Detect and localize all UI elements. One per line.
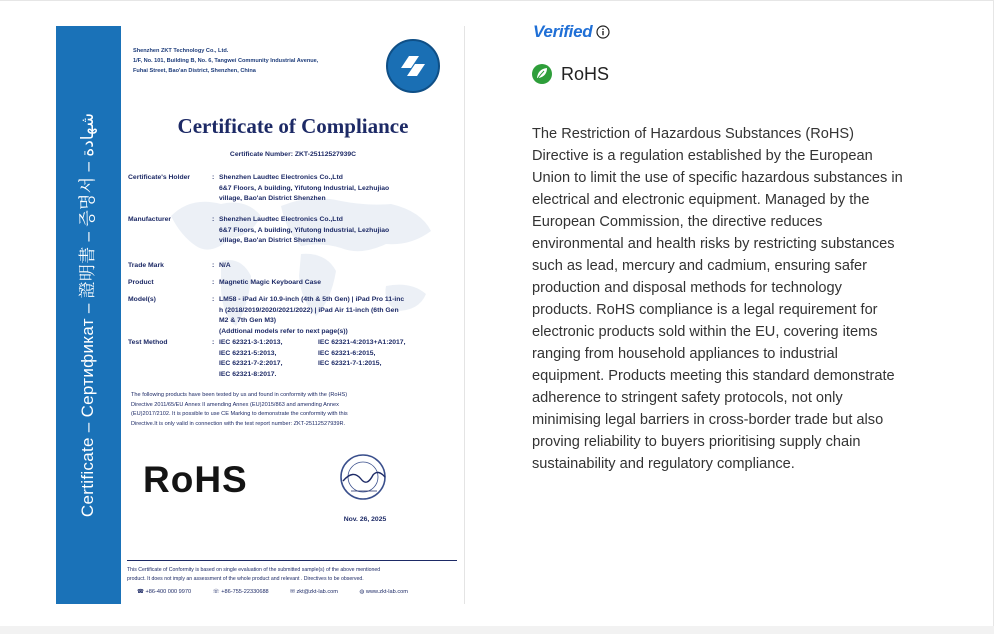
field-value-line: LM58 - iPad Air 10.9-inch (4th & 5th Gen) | iPad Pro 11-inc xyxy=(219,296,405,303)
stamp-date: Nov. 26, 2025 xyxy=(343,516,387,523)
statement-line: (EU)2017/2102. It is possible to use CE Marking to demonstrate the conformity with this xyxy=(131,411,348,418)
field-value-line: h (2018/2019/2020/2021/2022) | iPad Air 11-inch (6th Gen xyxy=(219,306,399,314)
field-value-line: M2 & 7th Gen M3) xyxy=(219,317,277,325)
description-line: ranging from household appliances to industrial xyxy=(532,346,838,362)
field-value-line: 6&7 Floors, A building, Yifutong Industrial, Lezhujiao xyxy=(219,226,390,234)
rohs-leaf-icon xyxy=(531,63,553,85)
field-colon: : xyxy=(212,174,215,181)
zkt-logo-icon xyxy=(385,38,441,94)
footnote-line: product. It does not imply an assessment of the whole product and relevant . Directives to be observed. xyxy=(127,576,364,582)
field-label: Trade Mark xyxy=(128,262,164,269)
certificate-number: Certificate Number: ZKT-25112527939C xyxy=(229,151,357,158)
verified-label xyxy=(533,22,592,42)
field-label: Test Method xyxy=(128,339,168,346)
test-standard: IEC 62321-7-1:2015, xyxy=(318,360,382,368)
test-standard: IEC 62321-7-2:2017, xyxy=(219,360,283,368)
field-value-line: (Addtional models refer to next page(s)) xyxy=(219,327,348,335)
description-line: adherence to stringent safety protocols, not only xyxy=(532,390,843,406)
field-value-line: village, Bao'an District Shenzhen xyxy=(219,237,326,245)
field-value-line: Magnetic Magic Keyboard Case xyxy=(219,279,321,286)
description-line: such as lead, mercury and cadmium, ensuring safer xyxy=(532,258,868,274)
field-colon: : xyxy=(212,279,215,286)
description-line: minimising legal barriers in cross-border trade but also xyxy=(532,412,884,428)
certificate-divider xyxy=(127,560,457,561)
field-label: Certificate's Holder xyxy=(128,174,191,181)
field-value-line: N/A xyxy=(219,262,231,269)
description-line: European Commission, the directive reduces xyxy=(532,214,823,230)
verified-badge xyxy=(533,20,610,44)
field-value-line: Shenzhen Laudtec Electronics Co.,Ltd xyxy=(219,216,343,223)
certificate-side-band xyxy=(56,26,121,604)
test-standard: IEC 62321-8:2017. xyxy=(219,370,277,378)
certificate-body xyxy=(121,26,465,604)
description-line: environmental and health risks by restricting substances xyxy=(532,236,895,252)
field-label: Model(s) xyxy=(128,296,156,303)
test-standard: IEC 62321-4:2013+A1:2017, xyxy=(318,339,406,346)
rohs-mark: RoHS xyxy=(143,459,248,500)
description-line: electronic products sold within the EU, covering items xyxy=(532,324,878,340)
conformity-statement xyxy=(131,391,456,429)
field-colon: : xyxy=(212,296,215,303)
statement-line: Directive 2011/65/EU Annex II amending Annex (EU)2015/863 and amending Annex xyxy=(131,401,339,408)
bottom-strip xyxy=(0,626,994,634)
test-standard: IEC 62321-3-1:2013, xyxy=(219,339,283,346)
description-line: equipment. Products meeting this standard demonstrate xyxy=(532,368,895,384)
certification-name: RoHS xyxy=(561,63,610,84)
description-line: products. RoHS compliance is a legal requirement for xyxy=(532,302,878,318)
field-label: Product xyxy=(128,279,154,286)
footnote-line: This Certificate of Conformity is based on single evaluation of the submitted sample(s) of the above mentioned xyxy=(127,567,381,573)
info-icon[interactable] xyxy=(596,25,610,39)
statement-line: The following products have been tested by us and found in conformity with the (RoHS) xyxy=(131,392,348,398)
certificate-title: Certificate of Compliance xyxy=(177,114,409,138)
description-line: Union to limit the use of specific hazardous substances in xyxy=(532,170,903,186)
test-standard: IEC 62321-6:2015, xyxy=(318,349,376,357)
verified-text: erified xyxy=(543,22,593,41)
side-band-text: Certificate – Сертификат – 證明書 – 증명서 – شهادة xyxy=(78,112,97,518)
test-standard: IEC 62321-5:2013, xyxy=(219,349,277,357)
certificate-image[interactable] xyxy=(56,26,465,604)
field-colon: : xyxy=(212,339,215,346)
field-label: Manufacturer xyxy=(128,216,172,223)
field-value-line: Shenzhen Laudtec Electronics Co.,Ltd xyxy=(219,174,343,181)
phone-contact: ☎ +86-400 000 9970 xyxy=(137,589,192,595)
contact-row xyxy=(137,589,428,595)
verified-initial: V xyxy=(533,22,544,41)
website-contact: ◍ www.zkt-lab.com xyxy=(359,589,408,595)
signature-stamp-icon xyxy=(333,451,393,511)
field-value xyxy=(219,278,463,289)
field-value xyxy=(219,261,463,272)
field-value xyxy=(219,215,463,247)
issuer-address-line: 1/F, No. 101, Building B, No. 6, Tangwei Community Industrial Avenue, xyxy=(133,58,319,64)
issuer-name: Shenzhen ZKT Technology Co., Ltd. xyxy=(133,48,229,54)
description-line: electrical and electronic equipment. Managed by the xyxy=(532,192,870,208)
field-colon: : xyxy=(212,262,215,269)
field-value xyxy=(219,173,463,205)
fax-contact: ☏ +86-755-22330688 xyxy=(212,589,269,595)
email-contact: ✉ zkt@zkt-lab.com xyxy=(290,589,338,595)
description-line: proving reliability to buyers prioritising supply chain xyxy=(532,434,861,450)
description-line: Directive is a regulation established by the European xyxy=(532,148,873,164)
rohs-description xyxy=(532,123,972,475)
description-line: sustainability and regulatory compliance. xyxy=(532,456,795,472)
field-value-line: village, Bao'an District Shenzhen xyxy=(219,195,326,203)
issuer-address-line: Fuhai Street, Bao'an District, Shenzhen, China xyxy=(133,68,256,74)
rohs-certification-row xyxy=(531,61,609,87)
field-value-line: 6&7 Floors, A building, Yifutong Industrial, Lezhujiao xyxy=(219,184,390,192)
issuer-address xyxy=(133,46,383,76)
certificate-footnote xyxy=(127,566,462,584)
statement-line: Directive.It is only valid in connection with the test report number: ZKT-25112527939R. xyxy=(131,420,346,427)
description-line: The Restriction of Hazardous Substances (RoHS) xyxy=(532,126,855,142)
description-line: production and disposal methods for technology xyxy=(532,280,842,296)
field-value xyxy=(219,295,463,337)
field-colon: : xyxy=(212,216,215,223)
